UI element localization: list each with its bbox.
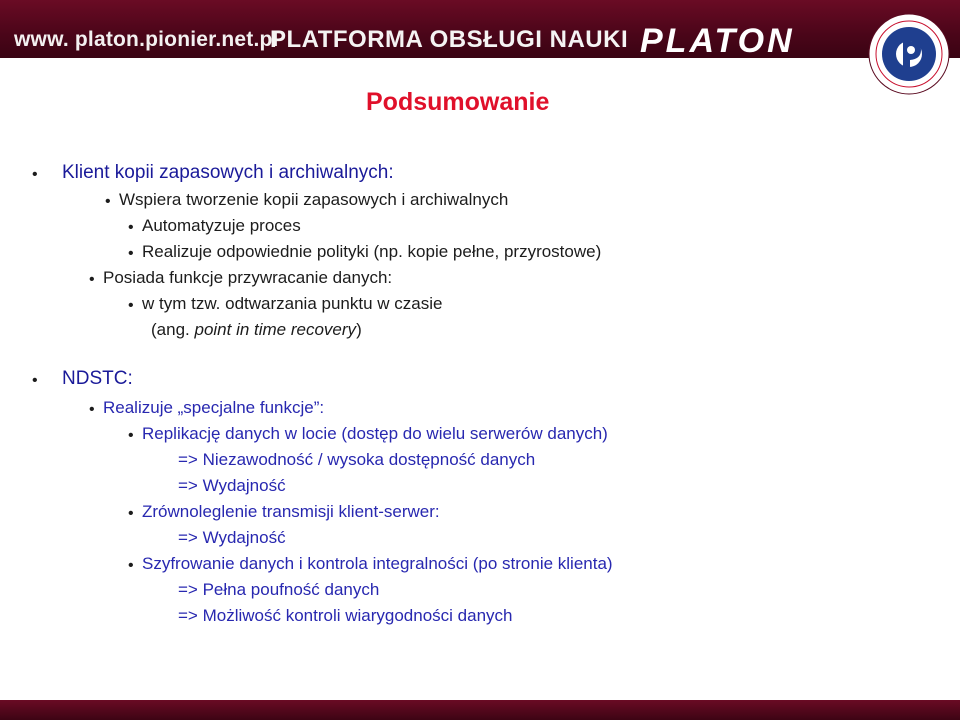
bullet-marker: • xyxy=(32,166,38,183)
list-item: Szyfrowanie danych i kontrola integralności (po stronie klienta) xyxy=(142,554,613,573)
list-item: Zrównoleglenie transmisji klient-serwer: xyxy=(142,502,440,521)
list-item-result: => Wydajność xyxy=(178,528,286,547)
text-fragment: (ang. xyxy=(151,320,195,339)
bullet-marker: • xyxy=(128,219,134,236)
header-url[interactable]: www. platon.pionier.net.pl xyxy=(14,28,279,51)
header-tagline: PLATFORMA OBSŁUGI NAUKI xyxy=(270,26,629,53)
bullet-marker: • xyxy=(89,401,95,418)
list-item: Realizuje odpowiednie polityki (np. kopie pełne, przyrostowe) xyxy=(142,242,602,261)
bullet-marker: • xyxy=(128,505,134,522)
header-brand-logo: PLATON xyxy=(640,22,795,60)
list-item-result: => Pełna poufność danych xyxy=(178,580,380,599)
list-item: Posiada funkcje przywracanie danych: xyxy=(103,268,393,287)
footer-bar xyxy=(0,700,960,720)
page-title: Podsumowanie xyxy=(366,88,550,116)
list-item: Realizuje „specjalne funkcje”: xyxy=(103,398,325,417)
bullet-marker: • xyxy=(128,427,134,444)
bullet-marker: • xyxy=(128,245,134,262)
list-item: Automatyzuje proces xyxy=(142,216,301,235)
text-fragment: ) xyxy=(356,320,362,339)
bullet-marker: • xyxy=(128,297,134,314)
list-item-result: => Wydajność xyxy=(178,476,286,495)
list-item-result: => Możliwość kontroli wiarygodności danych xyxy=(178,606,513,625)
list-item-result: => Niezawodność / wysoka dostępność danych xyxy=(178,450,536,469)
list-item: Wspiera tworzenie kopii zapasowych i archiwalnych xyxy=(119,190,509,209)
list-item-continuation xyxy=(151,320,362,340)
bullet-marker: • xyxy=(89,271,95,288)
section1-heading: Klient kopii zapasowych i archiwalnych: xyxy=(62,162,394,183)
list-item: Replikację danych w locie (dostęp do wielu serwerów danych) xyxy=(142,424,608,443)
list-item: w tym tzw. odtwarzania punktu w czasie xyxy=(142,294,443,313)
pionier-seal-logo xyxy=(867,12,951,96)
bullet-marker: • xyxy=(105,193,111,210)
header-banner xyxy=(0,0,960,58)
bullet-marker: • xyxy=(32,372,38,389)
text-fragment-italic: point in time recovery xyxy=(194,320,357,339)
bullet-marker: • xyxy=(128,557,134,574)
section2-heading: NDSTC: xyxy=(62,368,133,389)
